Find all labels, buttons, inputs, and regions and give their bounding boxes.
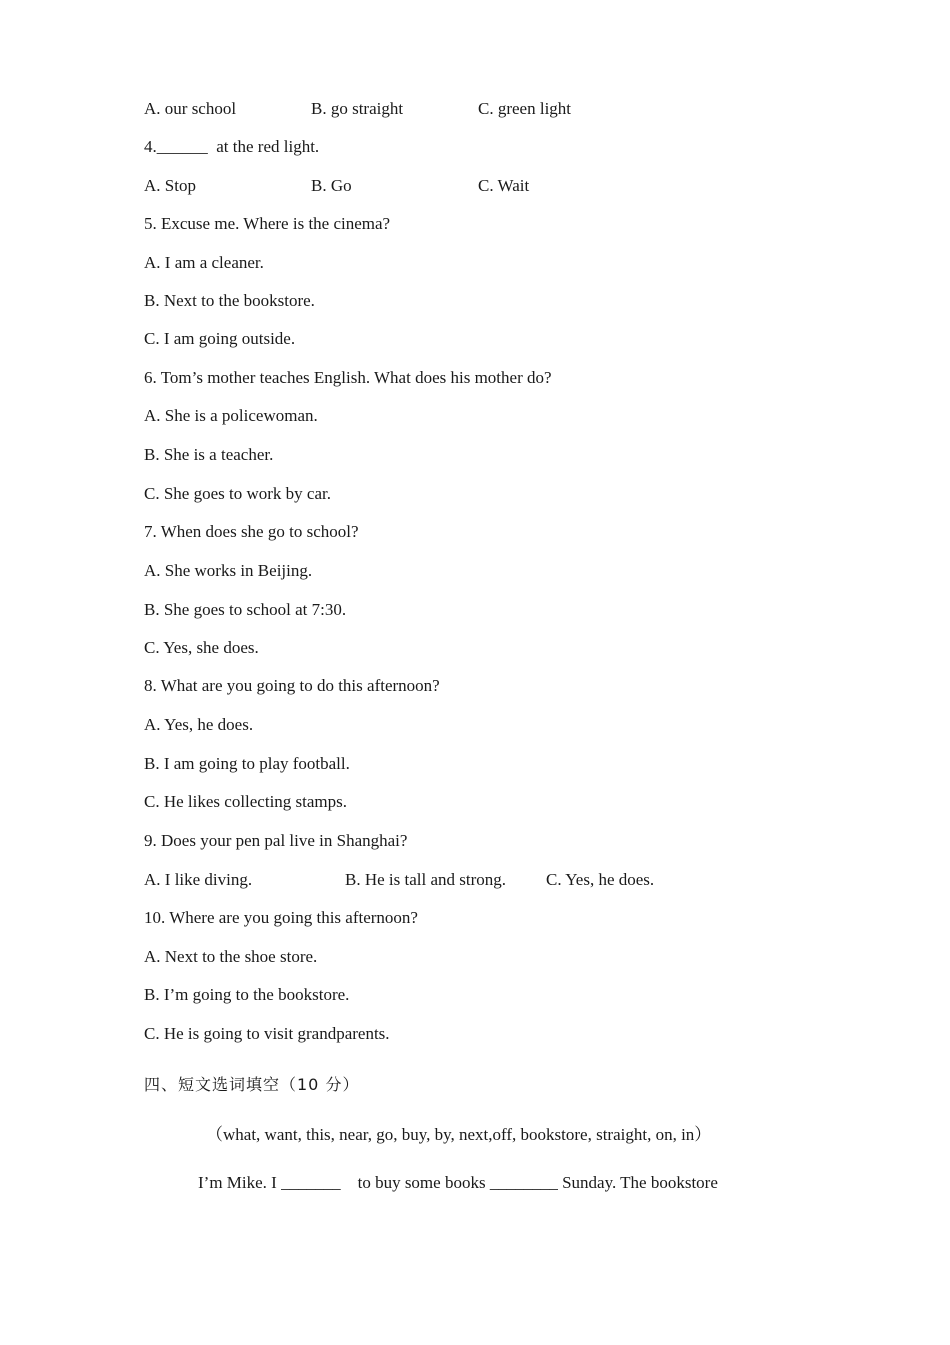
q4-option-b: B. Go [311, 176, 352, 195]
q9-option-a: A. I like diving. [144, 870, 253, 889]
q4-option-c: C. Wait [478, 176, 530, 195]
q3-option-b: B. go straight [311, 99, 404, 118]
q8-option-c: C. He likes collecting stamps. [144, 792, 348, 811]
q5-option-c: C. I am going outside. [144, 329, 296, 348]
q3-option-c: C. green light [478, 99, 572, 118]
q6-option-b: B. She is a teacher. [144, 445, 274, 464]
word-bank: （what, want, this, near, go, buy, by, next,off, bookstore, straight, on, in） [206, 1125, 712, 1144]
q5-option-b: B. Next to the bookstore. [144, 291, 315, 310]
q3-option-a: A. our school [144, 99, 237, 118]
q8-option-b: B. I am going to play football. [144, 754, 350, 773]
q6-option-c: C. She goes to work by car. [144, 484, 331, 503]
q7-option-c: C. Yes, she does. [144, 638, 259, 657]
q8-stem: 8. What are you going to do this afternoon? [144, 676, 440, 695]
q10-option-b: B. I’m going to the bookstore. [144, 985, 350, 1004]
q9-option-b: B. He is tall and strong. [345, 870, 507, 889]
q7-option-a: A. She works in Beijing. [144, 561, 313, 580]
q7-option-b: B. She goes to school at 7:30. [144, 600, 347, 619]
q5-stem: 5. Excuse me. Where is the cinema? [144, 214, 391, 233]
q4-stem: 4.______ at the red light. [144, 137, 320, 156]
q10-option-c: C. He is going to visit grandparents. [144, 1024, 390, 1043]
q5-option-a: A. I am a cleaner. [144, 253, 264, 272]
q10-stem: 10. Where are you going this afternoon? [144, 908, 418, 927]
section-heading: 四、短文选词填空（10 分） [144, 1075, 360, 1094]
q6-option-a: A. She is a policewoman. [144, 406, 318, 425]
q6-stem: 6. Tom’s mother teaches English. What does his mother do? [144, 368, 552, 387]
q9-stem: 9. Does your pen pal live in Shanghai? [144, 831, 408, 850]
q9-option-c: C. Yes, he does. [546, 870, 655, 889]
q4-option-a: A. Stop [144, 176, 196, 195]
q8-option-a: A. Yes, he does. [144, 715, 254, 734]
q7-stem: 7. When does she go to school? [144, 522, 359, 541]
q10-option-a: A. Next to the shoe store. [144, 947, 318, 966]
passage-line: I’m Mike. I _______ to buy some books ________ Sunday. The bookstore [198, 1173, 718, 1192]
